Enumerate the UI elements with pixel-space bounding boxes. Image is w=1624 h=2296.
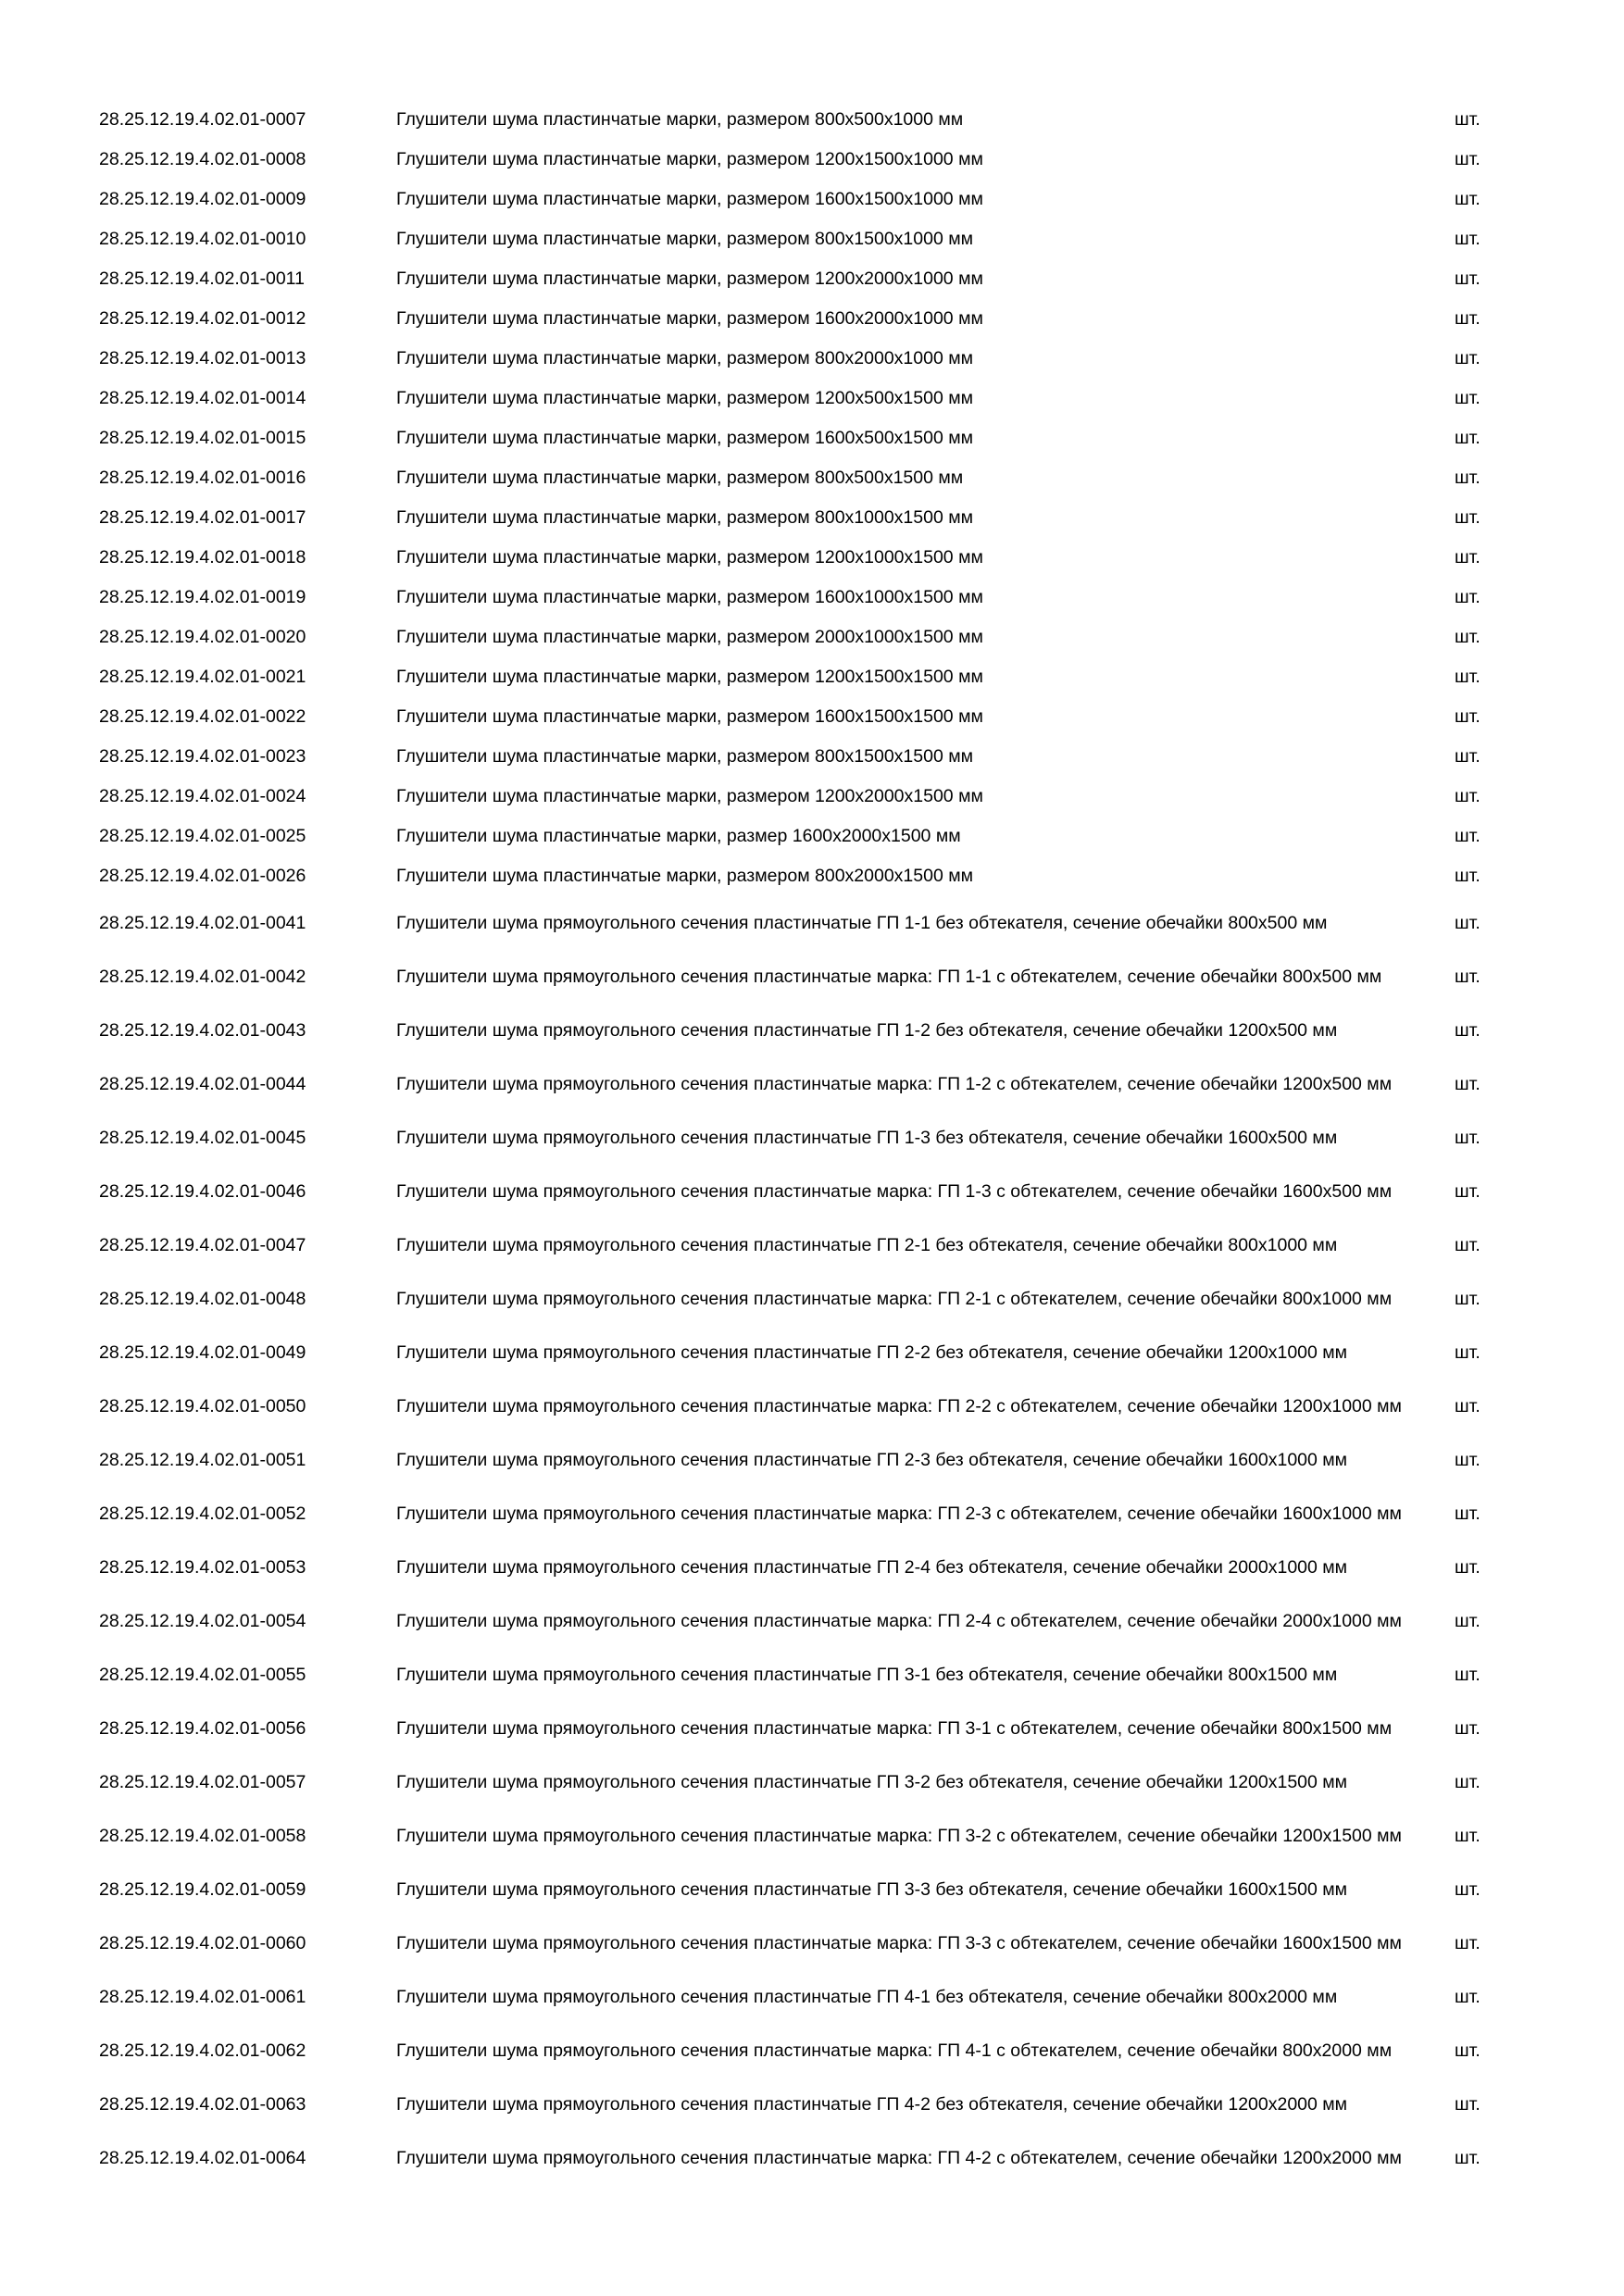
item-name: Глушители шума пластинчатые марки, размером 1200х1500х1500 мм bbox=[396, 667, 983, 687]
item-unit: шт. bbox=[1455, 268, 1480, 289]
table-row bbox=[0, 896, 1624, 950]
item-code: 28.25.12.19.4.02.01-0024 bbox=[99, 786, 306, 806]
item-code: 28.25.12.19.4.02.01-0010 bbox=[99, 229, 306, 249]
table-row bbox=[0, 1326, 1624, 1379]
table-row bbox=[0, 2078, 1624, 2131]
table-row bbox=[0, 777, 1624, 817]
item-unit: шт. bbox=[1455, 1878, 1480, 1900]
item-code: 28.25.12.19.4.02.01-0062 bbox=[99, 2040, 306, 2061]
item-code: 28.25.12.19.4.02.01-0015 bbox=[99, 428, 306, 448]
item-code: 28.25.12.19.4.02.01-0017 bbox=[99, 507, 306, 528]
item-unit: шт. bbox=[1455, 1556, 1480, 1578]
item-unit: шт. bbox=[1455, 1771, 1480, 1792]
item-code: 28.25.12.19.4.02.01-0021 bbox=[99, 667, 306, 687]
item-code: 28.25.12.19.4.02.01-0048 bbox=[99, 1288, 306, 1309]
item-unit: шт. bbox=[1455, 627, 1480, 647]
table-row bbox=[0, 737, 1624, 777]
table-row bbox=[0, 1809, 1624, 1863]
item-unit: шт. bbox=[1455, 189, 1480, 209]
table-row bbox=[0, 458, 1624, 498]
item-name: Глушители шума прямоугольного сечения пластинчатые ГП 3-1 без обтекателя, сечение обечайки 800х1500 мм bbox=[396, 1665, 1338, 1685]
table-row bbox=[0, 1165, 1624, 1218]
table-row bbox=[0, 856, 1624, 896]
item-name: Глушители шума прямоугольного сечения пластинчатые ГП 1-3 без обтекателя, сечение обечайки 1600х500 мм bbox=[396, 1128, 1338, 1148]
item-code: 28.25.12.19.4.02.01-0056 bbox=[99, 1717, 306, 1739]
item-name: Глушители шума пластинчатые марки, размером 1600х2000х1000 мм bbox=[396, 308, 983, 329]
price-list-table bbox=[0, 100, 1624, 2185]
table-row bbox=[0, 1487, 1624, 1541]
item-unit: шт. bbox=[1455, 1395, 1480, 1416]
item-code: 28.25.12.19.4.02.01-0060 bbox=[99, 1932, 306, 1953]
item-name: Глушители шума прямоугольного сечения пластинчатые марка: ГП 2-1 с обтекателем, сечение обечайки 800х1000 мм bbox=[396, 1289, 1393, 1309]
item-unit: шт. bbox=[1455, 1610, 1480, 1631]
item-name: Глушители шума пластинчатые марки, размером 800х1500х1000 мм bbox=[396, 229, 974, 249]
item-unit: шт. bbox=[1455, 966, 1480, 987]
item-code: 28.25.12.19.4.02.01-0018 bbox=[99, 547, 306, 568]
item-unit: шт. bbox=[1455, 1341, 1480, 1363]
item-name: Глушители шума прямоугольного сечения пластинчатые марка: ГП 4-1 с обтекателем, сечение обечайки 800х2000 мм bbox=[396, 2040, 1393, 2061]
item-name: Глушители шума прямоугольного сечения пластинчатые ГП 1-2 без обтекателя, сечение обечайки 1200х500 мм bbox=[396, 1020, 1338, 1041]
item-code: 28.25.12.19.4.02.01-0052 bbox=[99, 1503, 306, 1524]
item-code: 28.25.12.19.4.02.01-0042 bbox=[99, 966, 306, 987]
item-name: Глушители шума прямоугольного сечения пластинчатые марка: ГП 2-2 с обтекателем, сечение обечайки 1200х1000 мм bbox=[396, 1396, 1402, 1416]
table-row bbox=[0, 498, 1624, 538]
item-name: Глушители шума прямоугольного сечения пластинчатые марка: ГП 3-1 с обтекателем, сечение обечайки 800х1500 мм bbox=[396, 1718, 1393, 1739]
item-name: Глушители шума пластинчатые марки, размером 1600х1500х1500 мм bbox=[396, 706, 983, 727]
item-name: Глушители шума пластинчатые марки, размером 1200х1500х1000 мм bbox=[396, 149, 983, 169]
item-unit: шт. bbox=[1455, 1127, 1480, 1148]
item-code: 28.25.12.19.4.02.01-0063 bbox=[99, 2093, 306, 2115]
item-code: 28.25.12.19.4.02.01-0053 bbox=[99, 1556, 306, 1578]
table-row bbox=[0, 1541, 1624, 1594]
table-row bbox=[0, 817, 1624, 856]
item-name: Глушители шума пластинчатые марки, размером 800х2000х1000 мм bbox=[396, 348, 974, 368]
item-unit: шт. bbox=[1455, 388, 1480, 408]
table-body bbox=[0, 100, 1624, 2185]
table-row bbox=[0, 1272, 1624, 1326]
table-row bbox=[0, 1111, 1624, 1165]
item-code: 28.25.12.19.4.02.01-0061 bbox=[99, 1986, 306, 2007]
item-name: Глушители шума пластинчатые марки, размером 800х1000х1500 мм bbox=[396, 507, 974, 528]
table-row bbox=[0, 259, 1624, 299]
item-code: 28.25.12.19.4.02.01-0064 bbox=[99, 2147, 306, 2168]
item-code: 28.25.12.19.4.02.01-0041 bbox=[99, 912, 306, 933]
table-row bbox=[0, 140, 1624, 180]
item-unit: шт. bbox=[1455, 547, 1480, 568]
table-row bbox=[0, 1057, 1624, 1111]
item-unit: шт. bbox=[1455, 507, 1480, 528]
item-code: 28.25.12.19.4.02.01-0007 bbox=[99, 109, 306, 130]
item-unit: шт. bbox=[1455, 866, 1480, 886]
table-row bbox=[0, 950, 1624, 1004]
table-row bbox=[0, 1702, 1624, 1755]
item-code: 28.25.12.19.4.02.01-0013 bbox=[99, 348, 306, 368]
table-row bbox=[0, 1433, 1624, 1487]
item-name: Глушители шума пластинчатые марки, размером 800х2000х1500 мм bbox=[396, 866, 974, 886]
table-row bbox=[0, 299, 1624, 339]
item-unit: шт. bbox=[1455, 428, 1480, 448]
item-unit: шт. bbox=[1455, 109, 1480, 130]
table-row bbox=[0, 2131, 1624, 2185]
item-unit: шт. bbox=[1455, 1019, 1480, 1041]
item-name: Глушители шума пластинчатые марки, размером 1200х2000х1000 мм bbox=[396, 268, 983, 289]
table-row bbox=[0, 100, 1624, 140]
item-name: Глушители шума прямоугольного сечения пластинчатые марка: ГП 3-2 с обтекателем, сечение обечайки 1200х1500 мм bbox=[396, 1826, 1402, 1846]
table-row bbox=[0, 697, 1624, 737]
item-name: Глушители шума пластинчатые марки, размером 1600х1500х1000 мм bbox=[396, 189, 983, 209]
table-row bbox=[0, 180, 1624, 219]
item-name: Глушители шума пластинчатые марки, размером 1200х500х1500 мм bbox=[396, 388, 974, 408]
item-code: 28.25.12.19.4.02.01-0043 bbox=[99, 1019, 306, 1041]
item-code: 28.25.12.19.4.02.01-0044 bbox=[99, 1073, 306, 1094]
item-code: 28.25.12.19.4.02.01-0057 bbox=[99, 1771, 306, 1792]
item-unit: шт. bbox=[1455, 348, 1480, 368]
table-row bbox=[0, 1004, 1624, 1057]
item-code: 28.25.12.19.4.02.01-0016 bbox=[99, 468, 306, 488]
item-name: Глушители шума прямоугольного сечения пластинчатые марка: ГП 2-3 с обтекателем, сечение обечайки 1600х1000 мм bbox=[396, 1504, 1402, 1524]
item-name: Глушители шума прямоугольного сечения пластинчатые марка: ГП 3-3 с обтекателем, сечение обечайки 1600х1500 мм bbox=[396, 1933, 1402, 1953]
item-name: Глушители шума прямоугольного сечения пластинчатые ГП 4-2 без обтекателя, сечение обечайки 1200х2000 мм bbox=[396, 2094, 1348, 2115]
table-row bbox=[0, 1916, 1624, 1970]
table-row bbox=[0, 1755, 1624, 1809]
item-unit: шт. bbox=[1455, 1664, 1480, 1685]
item-unit: шт. bbox=[1455, 308, 1480, 329]
item-unit: шт. bbox=[1455, 1234, 1480, 1255]
table-row bbox=[0, 1648, 1624, 1702]
item-name: Глушители шума пластинчатые марки, размером 1600х1000х1500 мм bbox=[396, 587, 983, 607]
item-code: 28.25.12.19.4.02.01-0058 bbox=[99, 1825, 306, 1846]
table-row bbox=[0, 2024, 1624, 2078]
item-code: 28.25.12.19.4.02.01-0055 bbox=[99, 1664, 306, 1685]
table-row bbox=[0, 1970, 1624, 2024]
item-name: Глушители шума прямоугольного сечения пластинчатые ГП 2-4 без обтекателя, сечение обечайки 2000х1000 мм bbox=[396, 1557, 1348, 1578]
item-code: 28.25.12.19.4.02.01-0026 bbox=[99, 866, 306, 886]
table-row bbox=[0, 1379, 1624, 1433]
item-name: Глушители шума прямоугольного сечения пластинчатые ГП 3-3 без обтекателя, сечение обечайки 1600х1500 мм bbox=[396, 1879, 1348, 1900]
item-code: 28.25.12.19.4.02.01-0054 bbox=[99, 1610, 306, 1631]
item-unit: шт. bbox=[1455, 1503, 1480, 1524]
item-code: 28.25.12.19.4.02.01-0020 bbox=[99, 627, 306, 647]
item-unit: шт. bbox=[1455, 2093, 1480, 2115]
item-unit: шт. bbox=[1455, 1449, 1480, 1470]
item-unit: шт. bbox=[1455, 1986, 1480, 2007]
item-unit: шт. bbox=[1455, 1717, 1480, 1739]
item-code: 28.25.12.19.4.02.01-0008 bbox=[99, 149, 306, 169]
item-code: 28.25.12.19.4.02.01-0050 bbox=[99, 1395, 306, 1416]
table-row bbox=[0, 219, 1624, 259]
item-code: 28.25.12.19.4.02.01-0046 bbox=[99, 1180, 306, 1202]
item-name: Глушители шума пластинчатые марки, размером 1200х1000х1500 мм bbox=[396, 547, 983, 568]
item-code: 28.25.12.19.4.02.01-0023 bbox=[99, 746, 306, 767]
item-unit: шт. bbox=[1455, 912, 1480, 933]
table-row bbox=[0, 1594, 1624, 1648]
item-name: Глушители шума пластинчатые марки, размером 1600х500х1500 мм bbox=[396, 428, 974, 448]
table-row bbox=[0, 1863, 1624, 1916]
item-code: 28.25.12.19.4.02.01-0049 bbox=[99, 1341, 306, 1363]
item-name: Глушители шума прямоугольного сечения пластинчатые марка: ГП 2-4 с обтекателем, сечение обечайки 2000х1000 мм bbox=[396, 1611, 1402, 1631]
item-name: Глушители шума пластинчатые марки, размером 800х500х1000 мм bbox=[396, 109, 964, 130]
item-unit: шт. bbox=[1455, 1180, 1480, 1202]
table-row bbox=[0, 418, 1624, 458]
item-name: Глушители шума прямоугольного сечения пластинчатые марка: ГП 1-1 с обтекателем, сечение обечайки 800х500 мм bbox=[396, 967, 1382, 987]
item-name: Глушители шума прямоугольного сечения пластинчатые марка: ГП 4-2 с обтекателем, сечение обечайки 1200х2000 мм bbox=[396, 2148, 1402, 2168]
item-unit: шт. bbox=[1455, 706, 1480, 727]
item-name: Глушители шума прямоугольного сечения пластинчатые марка: ГП 1-2 с обтекателем, сечение обечайки 1200х500 мм bbox=[396, 1074, 1393, 1094]
item-name: Глушители шума пластинчатые марки, размером 800х1500х1500 мм bbox=[396, 746, 974, 767]
item-unit: шт. bbox=[1455, 1932, 1480, 1953]
item-name: Глушители шума прямоугольного сечения пластинчатые ГП 1-1 без обтекателя, сечение обечайки 800х500 мм bbox=[396, 913, 1328, 933]
item-code: 28.25.12.19.4.02.01-0022 bbox=[99, 706, 306, 727]
item-unit: шт. bbox=[1455, 1288, 1480, 1309]
table-row bbox=[0, 578, 1624, 618]
item-name: Глушители шума прямоугольного сечения пластинчатые ГП 2-1 без обтекателя, сечение обечайки 800х1000 мм bbox=[396, 1235, 1338, 1255]
item-code: 28.25.12.19.4.02.01-0051 bbox=[99, 1449, 306, 1470]
item-unit: шт. bbox=[1455, 149, 1480, 169]
item-code: 28.25.12.19.4.02.01-0009 bbox=[99, 189, 306, 209]
item-unit: шт. bbox=[1455, 667, 1480, 687]
item-name: Глушители шума прямоугольного сечения пластинчатые марка: ГП 1-3 с обтекателем, сечение обечайки 1600х500 мм bbox=[396, 1181, 1393, 1202]
table-row bbox=[0, 538, 1624, 578]
item-code: 28.25.12.19.4.02.01-0045 bbox=[99, 1127, 306, 1148]
item-unit: шт. bbox=[1455, 1073, 1480, 1094]
item-unit: шт. bbox=[1455, 468, 1480, 488]
item-unit: шт. bbox=[1455, 826, 1480, 846]
item-unit: шт. bbox=[1455, 1825, 1480, 1846]
table-row bbox=[0, 1218, 1624, 1272]
item-code: 28.25.12.19.4.02.01-0011 bbox=[99, 268, 305, 289]
table-row bbox=[0, 339, 1624, 379]
item-code: 28.25.12.19.4.02.01-0059 bbox=[99, 1878, 306, 1900]
item-unit: шт. bbox=[1455, 229, 1480, 249]
item-unit: шт. bbox=[1455, 587, 1480, 607]
item-name: Глушители шума прямоугольного сечения пластинчатые ГП 4-1 без обтекателя, сечение обечайки 800х2000 мм bbox=[396, 1987, 1338, 2007]
item-code: 28.25.12.19.4.02.01-0025 bbox=[99, 826, 306, 846]
item-name: Глушители шума пластинчатые марки, размер 1600х2000х1500 мм bbox=[396, 826, 961, 846]
item-name: Глушители шума прямоугольного сечения пластинчатые ГП 3-2 без обтекателя, сечение обечайки 1200х1500 мм bbox=[396, 1772, 1348, 1792]
item-code: 28.25.12.19.4.02.01-0019 bbox=[99, 587, 306, 607]
item-unit: шт. bbox=[1455, 2147, 1480, 2168]
table-row bbox=[0, 618, 1624, 657]
item-name: Глушители шума пластинчатые марки, размером 2000х1000х1500 мм bbox=[396, 627, 983, 647]
table-row bbox=[0, 379, 1624, 418]
item-name: Глушители шума прямоугольного сечения пластинчатые ГП 2-3 без обтекателя, сечение обечайки 1600х1000 мм bbox=[396, 1450, 1348, 1470]
item-unit: шт. bbox=[1455, 746, 1480, 767]
item-name: Глушители шума прямоугольного сечения пластинчатые ГП 2-2 без обтекателя, сечение обечайки 1200х1000 мм bbox=[396, 1342, 1348, 1363]
item-unit: шт. bbox=[1455, 786, 1480, 806]
item-code: 28.25.12.19.4.02.01-0012 bbox=[99, 308, 306, 329]
table-row bbox=[0, 657, 1624, 697]
item-name: Глушители шума пластинчатые марки, размером 1200х2000х1500 мм bbox=[396, 786, 983, 806]
item-code: 28.25.12.19.4.02.01-0014 bbox=[99, 388, 306, 408]
item-name: Глушители шума пластинчатые марки, размером 800х500х1500 мм bbox=[396, 468, 964, 488]
item-unit: шт. bbox=[1455, 2040, 1480, 2061]
item-code: 28.25.12.19.4.02.01-0047 bbox=[99, 1234, 306, 1255]
